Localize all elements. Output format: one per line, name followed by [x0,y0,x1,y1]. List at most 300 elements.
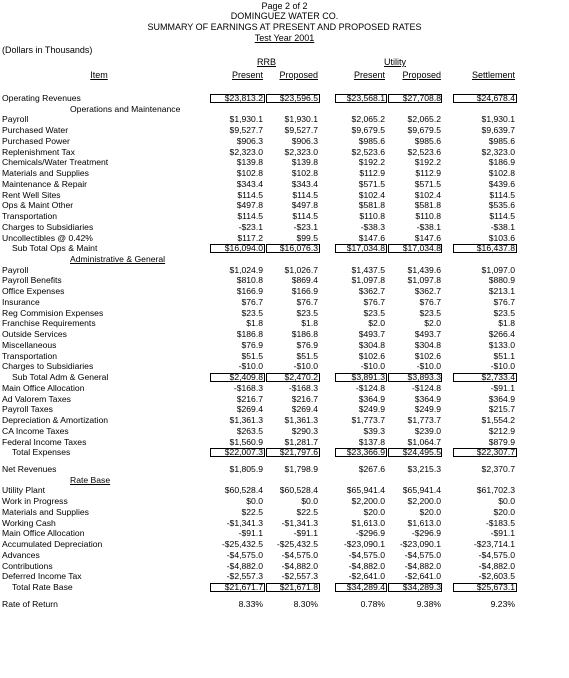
cell-rrb-present: $906.3 [236,135,263,146]
table-row [0,518,569,529]
cell-settlement: $213.1 [488,286,515,297]
cell-rrb-present: $216.7 [236,393,263,404]
cell-rrb-proposed: -$4,575.0 [281,549,318,560]
cell-rrb-proposed: $76.7 [296,296,318,307]
cell-rrb-present: $114.5 [237,189,263,200]
cell-rrb-present: $810.8 [236,275,263,286]
units-note: (Dollars in Thousands) [2,45,93,55]
table-row [0,168,569,179]
cell-utility-present: $2,200.0 [351,496,385,507]
cell-utility-proposed: $112.9 [415,168,441,179]
total-cell-border [453,583,517,592]
cell-utility-present: $985.6 [358,135,385,146]
cell-rrb-proposed: $166.9 [291,286,318,297]
cell-rrb-present: $60,528.4 [224,485,263,496]
cell-rrb-proposed: $21,797.6 [279,447,318,458]
row-label: Operations and Maintenance [70,103,181,114]
cell-utility-present: 0.78% [360,598,385,609]
cell-settlement: $2,733.4 [481,372,515,383]
row-label: Working Cash [2,517,56,528]
column-header-utility-present: Present [353,70,385,80]
cell-utility-present: $249.9 [358,404,385,415]
row-label: Payroll [2,264,29,275]
cell-settlement: 9.23% [490,598,515,609]
row-label: Administrative & General [70,254,166,265]
column-header-settlement: Settlement [471,70,515,80]
section-heading-row [0,104,569,115]
column-header-rrb-proposed: Proposed [279,70,318,80]
table-row [0,179,569,190]
cell-rrb-present: $0.0 [246,496,263,507]
cell-utility-present: -$10.0 [360,361,385,372]
row-label: Transportation [2,350,58,361]
total-cell-border [388,448,442,457]
total-cell-border [453,373,517,382]
cell-rrb-present: -$1,341.3 [226,517,263,528]
cell-utility-proposed: $27,708.8 [402,93,441,103]
row-label: Rate Base [70,474,111,485]
row-label: Net Revenues [2,463,57,474]
cell-utility-proposed: -$23,090.1 [399,539,441,550]
cell-rrb-proposed: $114.5 [292,189,318,200]
cell-rrb-present: -$25,432.5 [221,539,263,550]
cell-utility-proposed: $65,941.4 [402,485,441,496]
cell-rrb-present: -$23.1 [238,221,263,232]
total-cell-border [266,373,320,382]
cell-settlement: $1,930.1 [481,114,515,125]
row-label: Purchased Water [2,125,69,136]
table-row [0,222,569,233]
cell-rrb-present: $22.5 [241,506,263,517]
cell-rrb-present: -$4,882.0 [226,560,263,571]
cell-settlement: $212.9 [488,425,515,436]
cell-utility-present: $2,065.2 [351,114,385,125]
row-label: Accumulated Depreciation [2,539,103,550]
cell-rrb-present: $76.7 [241,296,263,307]
table-row [0,415,569,426]
cell-utility-present: $20.0 [363,506,385,517]
cell-rrb-proposed: $2,323.0 [284,146,318,157]
cell-utility-proposed: $9,679.5 [407,125,441,136]
cell-settlement: $439.6 [488,178,515,189]
table-row [0,496,569,507]
cell-utility-proposed: $3,215.3 [407,463,441,474]
cell-rrb-proposed: $9,527.7 [284,125,318,136]
cell-utility-present: $102.4 [358,189,385,200]
cell-rrb-present: $51.5 [241,350,263,361]
test-year: Test Year 2001 [254,33,315,43]
cell-utility-proposed: $362.7 [414,286,441,297]
cell-utility-present: $39.3 [363,425,385,436]
table-row [0,265,569,276]
cell-utility-proposed: $20.0 [419,506,441,517]
cell-settlement: $1,554.2 [481,415,515,426]
cell-utility-proposed: $1,097.8 [407,275,441,286]
cell-rrb-proposed: 8.30% [293,598,318,609]
cell-utility-present: -$124.8 [355,382,385,393]
table-row [0,507,569,518]
cell-settlement: -$183.5 [485,517,515,528]
row-label: Maintenance & Repair [2,178,88,189]
cell-settlement: $20.0 [493,506,515,517]
table-row [0,383,569,394]
row-label: Ad Valorem Taxes [2,393,71,404]
cell-settlement: -$4,882.0 [478,560,515,571]
cell-utility-proposed: $1,613.0 [407,517,441,528]
cell-rrb-proposed: $23,596.5 [279,93,318,103]
cell-rrb-present: $21,671.7 [224,582,263,593]
cell-settlement: -$4,575.0 [478,549,515,560]
cell-utility-proposed: $249.9 [414,404,441,415]
cell-utility-present: -$2,641.0 [348,571,385,582]
cell-rrb-proposed: $1,930.1 [284,114,318,125]
cell-utility-present: $23,366.9 [346,447,385,458]
row-label: Advances [2,549,40,560]
cell-utility-present: $23,568.1 [346,93,385,103]
total-cell-border [210,244,265,253]
cell-rrb-present: -$2,557.3 [226,571,263,582]
cell-settlement: $9,639.7 [481,125,515,136]
page-number: Page 2 of 2 [261,1,308,11]
row-label: Payroll Taxes [2,404,53,415]
table-row [0,233,569,244]
total-cell-border [266,94,320,103]
total-cell-border [453,94,517,103]
cell-utility-proposed: $2,523.6 [407,146,441,157]
cell-utility-present: $571.5 [358,178,385,189]
total-cell-border [388,94,442,103]
cell-rrb-proposed: $22.5 [296,506,318,517]
cell-settlement: $114.5 [489,211,515,222]
cell-utility-present: $192.2 [358,157,385,168]
cell-utility-proposed: $147.6 [414,232,441,243]
cell-settlement: $2,370.7 [481,463,515,474]
cell-rrb-present: $114.5 [237,211,263,222]
table-row [0,340,569,351]
cell-rrb-present: $23,813.2 [224,93,263,103]
cell-rrb-proposed: $0.0 [301,496,318,507]
row-label: Replenishment Tax [2,146,75,157]
cell-rrb-proposed: $1,281.7 [284,436,318,447]
cell-utility-present: $364.9 [358,393,385,404]
row-label: Franchise Requirements [2,318,96,329]
cell-rrb-present: $16,094.0 [224,243,263,254]
total-cell-border [335,583,387,592]
cell-rrb-proposed: $1.8 [301,318,318,329]
cell-utility-present: -$4,575.0 [348,549,385,560]
row-label: Total Rate Base [12,582,73,593]
cell-utility-present: $493.7 [358,329,385,340]
row-label: Federal Income Taxes [2,436,87,447]
group-header-utility: Utility [384,57,406,67]
column-header-rrb-present: Present [231,70,263,80]
row-label: Total Expenses [12,447,71,458]
cell-rrb-present: $1,930.1 [229,114,263,125]
cell-settlement: $114.5 [489,189,515,200]
cell-rrb-proposed: $99.5 [296,232,318,243]
table-row [0,286,569,297]
row-label: Contributions [2,560,53,571]
cell-utility-proposed: $2,065.2 [407,114,441,125]
cell-rrb-present: $1,805.9 [229,463,263,474]
table-row [0,211,569,222]
cell-rrb-proposed: $16,076.3 [279,243,318,254]
cell-settlement: -$23,714.1 [473,539,515,550]
table-row [0,394,569,405]
cell-utility-proposed: $571.5 [414,178,441,189]
total-cell-border [388,244,442,253]
cell-rrb-present: $1,361.3 [229,415,263,426]
row-label: Sub Total Ops & Maint [12,243,98,254]
cell-settlement: $25,673.1 [476,582,515,593]
row-label: Miscellaneous [2,339,57,350]
row-label: Purchased Power [2,135,70,146]
cell-rrb-present: $263.5 [236,425,263,436]
table-row [0,125,569,136]
cell-utility-proposed: $1,773.7 [407,415,441,426]
cell-rrb-proposed: -$25,432.5 [276,539,318,550]
cell-utility-present: -$23,090.1 [343,539,385,550]
row-label: CA Income Taxes [2,425,69,436]
cell-rrb-proposed: $343.4 [291,178,318,189]
cell-utility-proposed: -$124.8 [411,382,441,393]
cell-settlement: $985.6 [488,135,515,146]
cell-rrb-proposed: $1,798.9 [284,463,318,474]
cell-rrb-proposed: $2,470.2 [284,372,318,383]
table-row [0,275,569,286]
total-cell-border [335,244,387,253]
cell-rrb-proposed: $51.5 [296,350,318,361]
cell-settlement: $76.7 [493,296,515,307]
total-cell-border [266,244,320,253]
cell-rrb-present: $497.8 [236,200,263,211]
cell-utility-proposed: $34,289.3 [402,582,441,593]
cell-utility-proposed: $24,495.5 [402,447,441,458]
section-heading-row [0,475,569,486]
report-title: SUMMARY OF EARNINGS AT PRESENT AND PROPOSED RATES [147,22,422,32]
total-cell-border [335,448,387,457]
cell-settlement: $1,097.0 [481,264,515,275]
table-row [0,485,569,496]
company-name: DOMINGUEZ WATER CO. [230,11,339,21]
cell-utility-present: $102.6 [358,350,385,361]
cell-rrb-proposed: -$23.1 [293,221,318,232]
cell-rrb-present: $166.9 [236,286,263,297]
total-cell-border [388,583,442,592]
cell-utility-present: $2,523.6 [351,146,385,157]
cell-rrb-present: $102.8 [236,168,263,179]
total-cell-border [335,373,387,382]
row-label: Office Expenses [2,286,65,297]
cell-utility-present: $65,941.4 [346,485,385,496]
cell-utility-present: $23.5 [363,307,385,318]
cell-rrb-proposed: -$10.0 [293,361,318,372]
cell-settlement: $16,437.8 [476,243,515,254]
total-cell-border [453,244,517,253]
cell-rrb-proposed: $60,528.4 [279,485,318,496]
total-cell-border [266,448,320,457]
cell-utility-proposed: $2.0 [424,318,441,329]
cell-utility-proposed: 9.38% [416,598,441,609]
total-cell-border [453,448,517,457]
table-row [0,539,569,550]
cell-rrb-proposed: $1,361.3 [284,415,318,426]
cell-utility-proposed: $102.4 [414,189,441,200]
cell-rrb-present: $117.2 [237,232,263,243]
row-label: Rate of Return [2,598,58,609]
cell-utility-present: $362.7 [358,286,385,297]
cell-settlement: -$91.1 [490,382,515,393]
row-label: Main Office Allocation [2,528,85,539]
cell-utility-proposed: $110.8 [415,211,441,222]
cell-utility-present: $147.6 [358,232,385,243]
cell-utility-proposed: $1,064.7 [407,436,441,447]
cell-rrb-proposed: $906.3 [291,135,318,146]
cell-utility-proposed: $192.2 [414,157,441,168]
cell-utility-proposed: -$2,641.0 [404,571,441,582]
table-row [0,200,569,211]
table-row [0,329,569,340]
cell-rrb-present: $9,527.7 [229,125,263,136]
cell-settlement: -$2,603.5 [478,571,515,582]
cell-utility-proposed: -$4,575.0 [404,549,441,560]
row-label: Reg Commision Expenses [2,307,104,318]
cell-utility-present: $76.7 [363,296,385,307]
cell-rrb-proposed: $102.8 [291,168,318,179]
cell-settlement: $61,702.3 [476,485,515,496]
cell-settlement: $102.8 [488,168,515,179]
cell-rrb-proposed: $497.8 [291,200,318,211]
cell-rrb-proposed: -$91.1 [293,528,318,539]
row-label: Charges to Subsidiaries [2,361,94,372]
total-cell-border [210,448,265,457]
cell-rrb-proposed: -$1,341.3 [281,517,318,528]
cell-rrb-proposed: $139.8 [291,157,318,168]
table-row [0,426,569,437]
table-row [0,561,569,572]
cell-utility-present: $112.9 [359,168,385,179]
cell-settlement: $24,678.4 [476,93,515,103]
row-label: Materials and Supplies [2,506,89,517]
cell-utility-present: $1,773.7 [351,415,385,426]
cell-rrb-proposed: $269.4 [291,404,318,415]
row-label: Transportation [2,211,58,222]
cell-utility-proposed: $3,893.3 [407,372,441,383]
cell-rrb-present: $1.8 [246,318,263,329]
row-label: Chemicals/Water Treatment [2,157,109,168]
cell-utility-present: -$296.9 [355,528,385,539]
cell-utility-proposed: $581.8 [414,200,441,211]
cell-utility-present: $1,613.0 [351,517,385,528]
row-label: Rent Well Sites [2,189,61,200]
cell-rrb-proposed: $290.3 [291,425,318,436]
row-label: Deferred Income Tax [2,571,82,582]
row-label: Sub Total Adm & General [12,372,109,383]
cell-settlement: $879.9 [488,436,515,447]
cell-rrb-present: $2,323.0 [229,146,263,157]
cell-settlement: $215.7 [488,404,515,415]
cell-utility-proposed: $102.6 [414,350,441,361]
cell-utility-proposed: -$10.0 [416,361,441,372]
table-row [0,351,569,362]
total-cell-border [266,583,320,592]
cell-rrb-present: 8.33% [238,598,263,609]
cell-settlement: $23.5 [493,307,515,318]
cell-settlement: $22,307.7 [476,447,515,458]
table-row [0,114,569,125]
table-row [0,308,569,319]
table-row [0,136,569,147]
cell-rrb-present: $1,560.9 [229,436,263,447]
cell-rrb-present: $1,024.9 [229,264,263,275]
cell-settlement: $880.9 [488,275,515,286]
cell-utility-proposed: $1,439.6 [407,264,441,275]
column-header-item: Item [90,70,108,80]
cell-utility-proposed: $493.7 [414,329,441,340]
table-row [0,361,569,372]
total-cell-border [335,94,387,103]
cell-utility-proposed: $17,034.8 [402,243,441,254]
earnings-table [0,93,569,610]
cell-rrb-proposed: $23.5 [296,307,318,318]
cell-rrb-proposed: $76.9 [296,339,318,350]
cell-utility-proposed: -$38.1 [416,221,441,232]
cell-utility-proposed: $985.6 [414,135,441,146]
cell-rrb-proposed: $216.7 [291,393,318,404]
cell-settlement: $0.0 [498,496,515,507]
table-row [0,190,569,201]
cell-utility-proposed: $304.8 [414,339,441,350]
table-row [0,157,569,168]
cell-utility-present: $137.8 [358,436,385,447]
cell-utility-present: $34,289.4 [346,582,385,593]
cell-rrb-present: $76.9 [241,339,263,350]
table-row [0,550,569,561]
cell-rrb-present: $139.8 [236,157,263,168]
group-header-rrb: RRB [256,57,276,67]
cell-settlement: $535.6 [488,200,515,211]
cell-utility-present: $1,097.8 [351,275,385,286]
cell-rrb-present: $22,007.3 [224,447,263,458]
row-label: Charges to Subsidiaries [2,221,94,232]
cell-utility-proposed: $2,200.0 [407,496,441,507]
cell-rrb-proposed: -$2,557.3 [281,571,318,582]
cell-rrb-proposed: -$4,882.0 [281,560,318,571]
cell-utility-proposed: -$296.9 [411,528,441,539]
cell-settlement: $2,323.0 [481,146,515,157]
cell-utility-present: $581.8 [358,200,385,211]
cell-settlement: $51.1 [493,350,515,361]
cell-settlement: -$38.1 [490,221,515,232]
cell-rrb-present: -$10.0 [238,361,263,372]
table-row [0,599,569,610]
row-label: Outside Services [2,329,67,340]
cell-utility-present: $2.0 [368,318,385,329]
cell-rrb-proposed: -$168.3 [288,382,318,393]
cell-rrb-present: $23.5 [241,307,263,318]
cell-settlement: $364.9 [488,393,515,404]
cell-settlement: -$10.0 [490,361,515,372]
table-row [0,297,569,308]
cell-rrb-proposed: $869.4 [291,275,318,286]
table-row [0,404,569,415]
cell-rrb-present: -$168.3 [233,382,263,393]
cell-rrb-proposed: $186.8 [291,329,318,340]
total-cell-border [210,373,265,382]
row-label: Ops & Maint Other [2,200,74,211]
cell-rrb-present: $186.8 [236,329,263,340]
row-label: Depreciation & Amortization [2,415,109,426]
